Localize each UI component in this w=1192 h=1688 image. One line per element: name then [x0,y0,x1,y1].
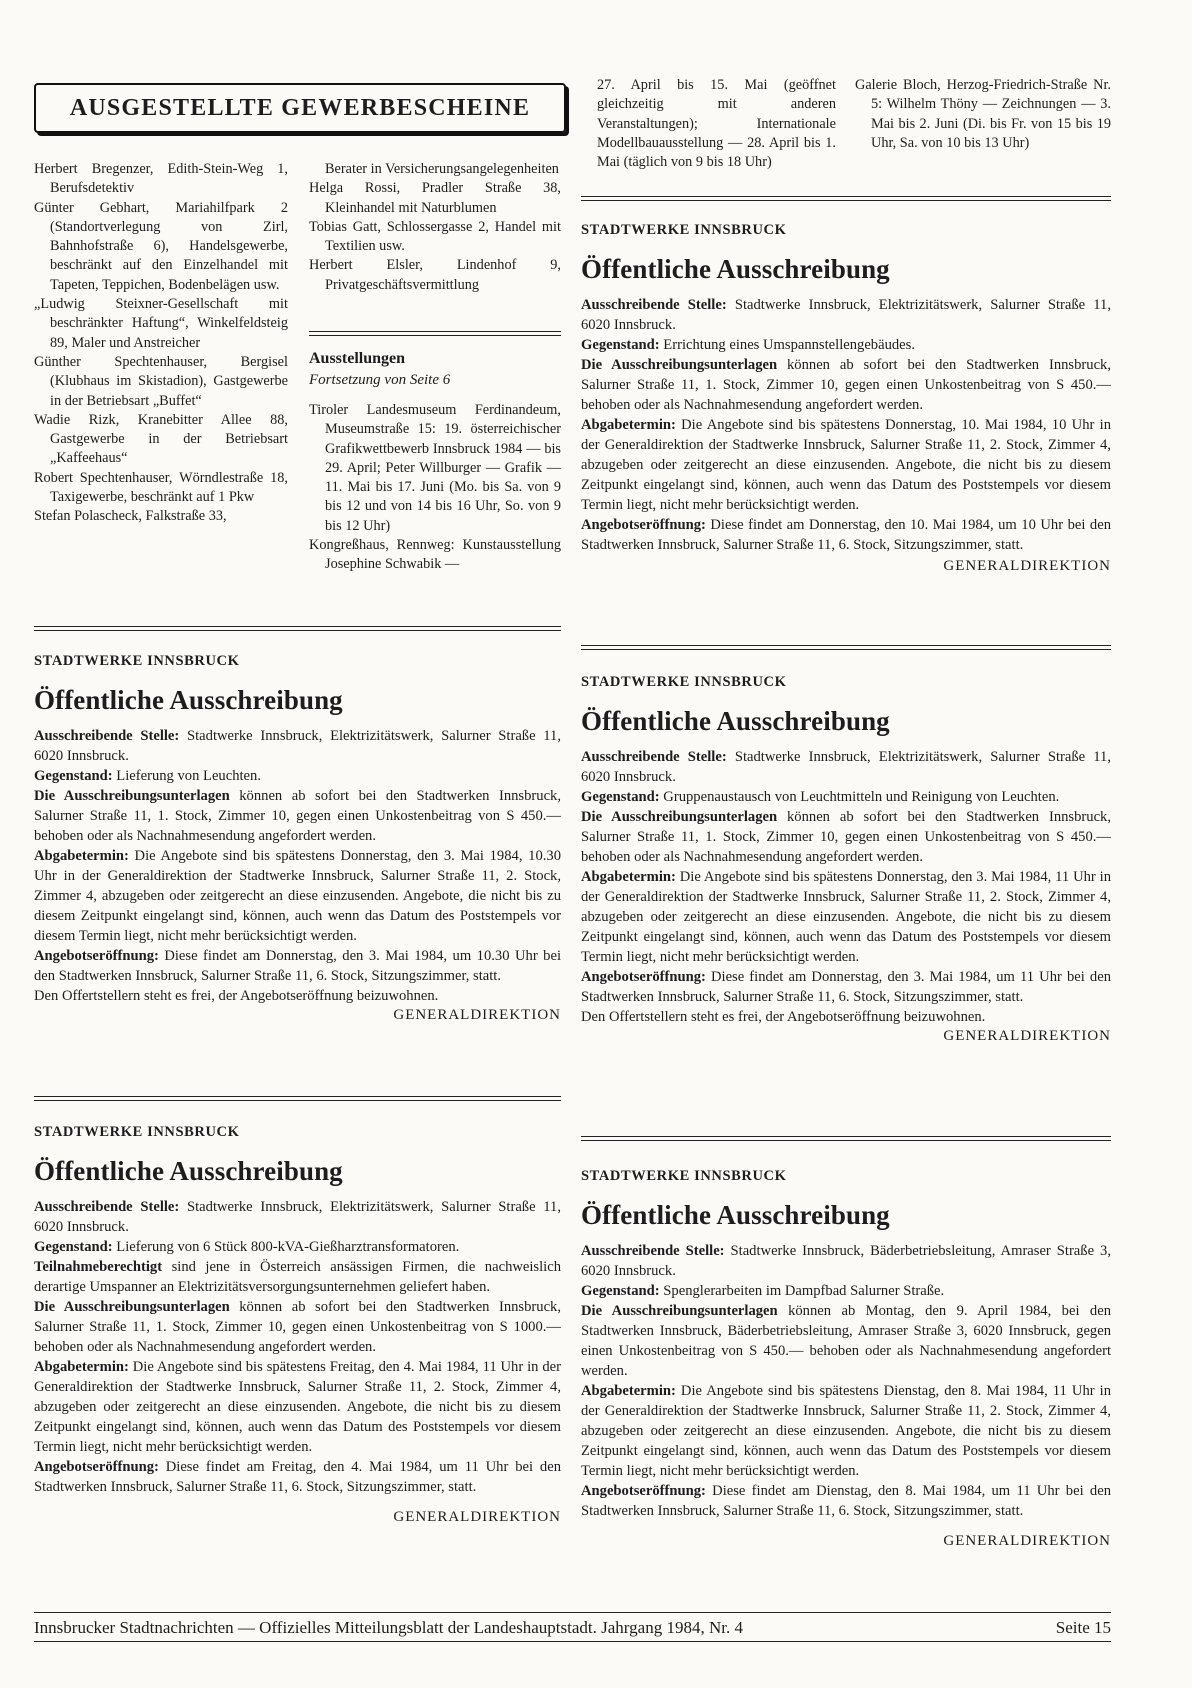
ad-paragraph [581,415,1111,515]
ad-para-text: können ab sofort bei den Stadtwerken Innsbruck, Salurner Straße 11, 1. Stock, Zimmer 10, gegen einen Unkostenbeitrag von S 450.— behoben oder als Nachnahmesendung angefordert werden. [581,357,1111,413]
divider [581,196,1111,201]
ad-para-text: Diese findet am Freitag, den 4. Mai 1984, um 11 Uhr bei den Stadtwerken Innsbruck, Salurner Straße 11, 6. Stock, Sitzungszimmer, statt. [34,1459,561,1495]
ad-para-text: Stadtwerke Innsbruck, Elektrizitätswerk, Salurner Straße 11, 6020 Innsbruck. [34,1199,561,1235]
ad-block-3 [581,674,1111,1045]
ad-paragraph [34,1457,561,1497]
ausstellungen-heading: Ausstellungen [309,350,406,367]
ad-para-label: Die Ausschreibungsunterlagen [581,1303,778,1319]
footer-text: Innsbrucker Stadtnachrichten — Offizielles Mitteilungsblatt der Landeshauptstadt. Jahrgang 1984, Nr. 4 [34,1618,743,1637]
ad-paragraph [581,867,1111,967]
ad-paragraph [581,787,1111,807]
ad-para-label: Die Ausschreibungsunterlagen [34,788,230,804]
ad-block-1 [581,222,1111,575]
ad-para-text: Stadtwerke Innsbruck, Elektrizitätswerk, Salurner Straße 11, 6020 Innsbruck. [581,749,1111,785]
ad-label: STADTWERKE INNSBRUCK [34,653,240,669]
list-item: „Ludwig Steixner-Gesellschaft mit beschränkter Haftung“, Winkelfeldsteig 89, Maler und Anstreicher [34,296,288,351]
ad-para-text: Diese findet am Donnerstag, den 3. Mai 1984, um 11 Uhr bei den Stadtwerken Innsbruck, Salurner Straße 11, 6. Stock, Sitzungszimmer, statt. [581,969,1111,1005]
ad-paragraph [34,1297,561,1357]
ad-paragraph [581,1241,1111,1281]
ad-paragraph [34,1237,561,1257]
footer-rule-bottom [34,1641,1111,1642]
ad-para-text: Lieferung von Leuchten. [112,768,261,784]
ad-para-label: Ausschreibende Stelle: [581,297,727,313]
ad-paragraph [34,1357,561,1457]
ad-para-label: Angebotseröffnung: [581,517,706,533]
list-item: Galerie Bloch, Herzog-Friedrich-Straße Nr. 5: Wilhelm Thöny — Zeichnungen — 3. Mai bis 2. Juni (Di. bis Fr. von 15 bis 19 Uhr, Sa. von 10 bis 13 Uhr) [855,77,1111,151]
ad-para-label: Ausschreibende Stelle: [581,749,727,765]
ad-para-text: Die Angebote sind bis spätestens Donnerstag, den 3. Mai 1984, 10.30 Uhr in der Generaldirektion der Stadtwerke Innsbruck, Salurner Straße 11, 2. Stock, Zimmer 4, abzugeben oder zeitgerecht an diese einzusenden. Angebote, die nicht bis zu diesem Zeitpunkt eingelangt sind, können, auch wenn das Datum des Poststempels vor diesem Termin liegt, nicht mehr berücksichtigt werden. [34,848,561,944]
list-item: 27. April bis 15. Mai (geöffnet gleichzeitig mit anderen Veranstaltungen); Internationale Modellbauausstellung — 28. April bis 1. Mai (täglich von 9 bis 18 Uhr) [597,77,836,171]
ad-para-label: Teilnahmeberechtigt [34,1259,163,1275]
ad-para-label: Gegenstand: [581,337,660,353]
ausstellungen-subheading: Fortsetzung von Seite 6 [309,372,451,388]
list-item: Wadie Rizk, Kranebitter Allee 88, Gastgewerbe in der Betriebsart „Kaffeehaus“ [34,411,288,467]
ad-label: STADTWERKE INNSBRUCK [34,1124,240,1140]
ad-para-text: Lieferung von 6 Stück 800-kVA-Gießharztransformatoren. [112,1239,460,1255]
ad-para-text: können ab sofort bei den Stadtwerken Innsbruck, Salurner Straße 11, 1. Stock, Zimmer 10, gegen einen Unkostenbeitrag von S 450.— behoben oder als Nachnahmesendung angefordert werden. [34,788,561,844]
section-header-box [34,83,566,133]
ad-block-4 [34,1124,561,1526]
ad-para-text: Den Offertstellern steht es frei, der Angebotseröffnung beizuwohnen. [34,988,439,1004]
list-item: Stefan Polascheck, Falkstraße 33, [34,508,227,525]
ad-block-2 [34,653,561,1024]
ad-label: STADTWERKE INNSBRUCK [581,1168,787,1184]
divider [581,1136,1111,1141]
ad-para-text: Stadtwerke Innsbruck, Elektrizitätswerk, Salurner Straße 11, 6020 Innsbruck. [34,728,561,764]
ad-para-label: Abgabetermin: [581,1383,676,1399]
list-item: Herbert Elsler, Lindenhof 9, Privatgeschäftsvermittlung [309,257,561,293]
divider [581,645,1111,650]
ad-paragraph [581,1301,1111,1381]
ad-paragraph [581,1007,1111,1027]
ad-para-text: sind jene in Österreich ansässigen Firmen, die nachweislich derartige Umspanner an Elektrizitätsversorgungsunternehmen geliefert haben. [34,1259,561,1295]
ad-paragraph [581,807,1111,867]
ad-label: STADTWERKE INNSBRUCK [581,674,787,690]
gewerbescheine-col2 [309,160,561,295]
ad-signature: GENERALDIREKTION [393,1007,561,1023]
ad-paragraph [34,1197,561,1237]
ad-paragraph [34,726,561,766]
divider [34,626,561,631]
ad-para-label: Ausschreibende Stelle: [34,1199,180,1215]
ad-para-text: Stadtwerke Innsbruck, Bäderbetriebsleitung, Amraser Straße 3, 6020 Innsbruck. [581,1243,1111,1279]
ausstellungen-continuation-a [581,76,836,172]
ad-para-label: Angebotseröffnung: [34,948,159,964]
ad-paragraph [581,1381,1111,1481]
ad-title: Öffentliche Ausschreibung [581,254,890,284]
ad-signature: GENERALDIREKTION [943,558,1111,574]
ad-para-text: Stadtwerke Innsbruck, Elektrizitätswerk, Salurner Straße 11, 6020 Innsbruck. [581,297,1111,333]
ad-paragraph [34,786,561,846]
ad-para-text: Gruppenaustausch von Leuchtmitteln und Reinigung von Leuchten. [659,789,1060,805]
divider [34,1096,561,1101]
ad-title: Öffentliche Ausschreibung [581,706,890,736]
divider [309,331,561,336]
list-item: Kongreßhaus, Rennweg: Kunstausstellung Josephine Schwabik — [309,537,561,573]
ad-para-text: Den Offertstellern steht es frei, der Angebotseröffnung beizuwohnen. [581,1009,986,1025]
ad-para-label: Abgabetermin: [34,1359,129,1375]
ad-para-label: Die Ausschreibungsunterlagen [581,809,778,825]
ad-para-label: Ausschreibende Stelle: [34,728,180,744]
list-item: Günther Spechtenhauser, Bergisel (Klubhaus im Skistadion), Gastgewerbe in der Betriebsart „Buffet“ [34,353,288,409]
ad-para-text: Die Angebote sind bis spätestens Dienstag, den 8. Mai 1984, 11 Uhr in der Generaldirektion der Stadtwerke Innsbruck, Salurner Straße 11, 2. Stock, Zimmer 4, abzugeben oder zeitgerecht an diese einzusenden. Angebote, die nicht bis zu diesem Zeitpunkt eingelangt sind, können, auch wenn das Datum des Poststempels vor diesem Termin liegt, nicht mehr berücksichtigt werden. [581,1383,1111,1479]
ad-para-text: können ab sofort bei den Stadtwerken Innsbruck, Salurner Straße 11, 1. Stock, Zimmer 10, gegen einen Unkostenbeitrag von S 1000.— behoben oder als Nachnahmesendung angefordert werden. [34,1299,561,1355]
list-item: Tobias Gatt, Schlossergasse 2, Handel mit Textilien usw. [309,218,561,255]
ad-paragraph [581,1281,1111,1301]
ad-signature: GENERALDIREKTION [943,1028,1111,1044]
ad-paragraph [581,1481,1111,1521]
ad-para-text: Spenglerarbeiten im Dampfbad Salurner Straße. [659,1283,945,1299]
ad-paragraph [581,335,1111,355]
page-number: Seite 15 [1055,1618,1111,1637]
ad-block-5 [581,1168,1111,1550]
list-item: Tiroler Landesmuseum Ferdinandeum, Museumstraße 15: 19. österreichischer Grafikwettbewerb Innsbruck 1984 — bis 29. April; Peter Willburger — Grafik — 11. Mai bis 17. Juni (Mo. bis Sa. von 9 bis 12 und von 14 bis 16 Uhr, So. von 9 bis 12 Uhr) [309,402,561,534]
ad-para-text: Diese findet am Donnerstag, den 3. Mai 1984, um 10.30 Uhr bei den Stadtwerken Innsbruck, Salurner Straße 11, 6. Stock, Sitzungszimmer, statt. [34,948,561,984]
ad-para-text: Errichtung eines Umspannstellengebäudes. [659,337,915,353]
footer-rule [34,1612,1111,1613]
ad-para-label: Abgabetermin: [34,848,129,864]
ad-signature: GENERALDIREKTION [393,1509,561,1525]
ad-para-label: Die Ausschreibungsunterlagen [34,1299,230,1315]
ad-paragraph [34,846,561,946]
ad-para-text: können ab sofort bei den Stadtwerken Innsbruck, Salurner Straße 11, 1. Stock, Zimmer 10, gegen einen Unkostenbeitrag von S 450.— behoben oder als Nachnahmesendung angefordert werden. [581,809,1111,865]
ad-para-label: Ausschreibende Stelle: [581,1243,725,1259]
list-item: Berater in Versicherungsangelegenheiten [325,161,559,177]
ad-para-label: Die Ausschreibungsunterlagen [581,357,778,373]
list-item: Helga Rossi, Pradler Straße 38, Kleinhandel mit Naturblumen [309,180,561,216]
ad-para-text: Diese findet am Donnerstag, den 10. Mai 1984, um 10 Uhr bei den Stadtwerken Innsbruck, Salurner Straße 11, 6. Stock, Sitzungszimmer, statt. [581,517,1111,553]
ad-para-text: Die Angebote sind bis spätestens Donnerstag, den 3. Mai 1984, 11 Uhr in der Generaldirektion der Stadtwerke Innsbruck, Salurner Straße 11, 2. Stock, Zimmer 4, abzugeben oder zeitgerecht an diese einzusenden. Angebote, die nicht bis zu diesem Zeitpunkt eingelangt sind, können, auch wenn das Datum des Poststempels vor diesem Termin liegt, nicht mehr berücksichtigt werden. [581,869,1111,965]
ad-para-text: Die Angebote sind bis spätestens Freitag, den 4. Mai 1984, 11 Uhr in der Generaldirektion der Stadtwerke Innsbruck, Salurner Straße 11, 2. Stock, Zimmer 4, abzugeben oder zeitgerecht an diese einzusenden. Angebote, die nicht bis zu diesem Zeitpunkt eingelangt sind, können, auch wenn das Datum des Poststempels vor diesem Termin liegt, nicht mehr berücksichtigt werden. [34,1359,561,1455]
ad-para-text: Die Angebote sind bis spätestens Donnerstag, 10. Mai 1984, 10 Uhr in der Generaldirektion der Stadtwerke Innsbruck, Salurner Straße 11, 2. Stock, Zimmer 4, abzugeben oder zeitgerecht an diese einzusenden. Angebote, die nicht bis zu diesem Zeitpunkt eingelangt sind, können, auch wenn das Datum des Poststempels vor diesem Termin liegt, nicht mehr berücksichtigt werden. [581,417,1111,513]
gewerbescheine-col1 [34,160,288,527]
ad-paragraph [34,766,561,786]
ad-label: STADTWERKE INNSBRUCK [581,222,787,238]
ad-para-text: können ab Montag, den 9. April 1984, bei den Stadtwerken Innsbruck, Bäderbetriebsleitung, Amraser Straße 3, 6020 Innsbruck, gegen einen Unkostenbeitrag von S 450.— behoben oder als Nachnahmesendung angefordert werden. [581,1303,1111,1379]
ad-para-text: Diese findet am Dienstag, den 8. Mai 1984, um 11 Uhr bei den Stadtwerken Innsbruck, Salurner Straße 11, 6. Stock, Sitzungszimmer, statt. [581,1483,1111,1519]
ad-paragraph [581,747,1111,787]
list-item: Günter Gebhart, Mariahilfpark 2 (Standortverlegung von Zirl, Bahnhofstraße 6), Handelsgewerbe, beschränkt auf den Einzelhandel mit Tapeten, Teppichen, Bodenbelägen usw. [34,199,288,293]
ad-title: Öffentliche Ausschreibung [34,685,343,715]
ad-signature: GENERALDIREKTION [943,1533,1111,1549]
ad-title: Öffentliche Ausschreibung [34,1156,343,1186]
ad-paragraph [34,986,561,1006]
ad-para-label: Angebotseröffnung: [581,969,706,985]
ausstellungen-section [309,350,561,575]
ad-para-label: Angebotseröffnung: [34,1459,159,1475]
ad-paragraph [581,355,1111,415]
ad-para-label: Gegenstand: [34,768,113,784]
ad-paragraph [34,1257,561,1297]
list-item: Robert Spechtenhauser, Wörndlestraße 18, Taxigewerbe, beschränkt auf 1 Pkw [34,469,288,506]
ad-paragraph [34,946,561,986]
ad-para-label: Angebotseröffnung: [581,1483,706,1499]
ad-para-label: Abgabetermin: [581,869,676,885]
ad-para-label: Gegenstand: [581,789,660,805]
ad-para-label: Gegenstand: [34,1239,113,1255]
ad-title: Öffentliche Ausschreibung [581,1200,890,1230]
list-item: Herbert Bregenzer, Edith-Stein-Weg 1, Berufsdetektiv [34,161,288,197]
section-title: AUSGESTELLTE GEWERBESCHEINE [69,94,531,121]
ad-para-label: Abgabetermin: [581,417,676,433]
ad-paragraph [581,515,1111,555]
ad-paragraph [581,967,1111,1007]
ad-paragraph [581,295,1111,335]
ad-para-label: Gegenstand: [581,1283,660,1299]
ausstellungen-continuation-b [855,76,1111,153]
